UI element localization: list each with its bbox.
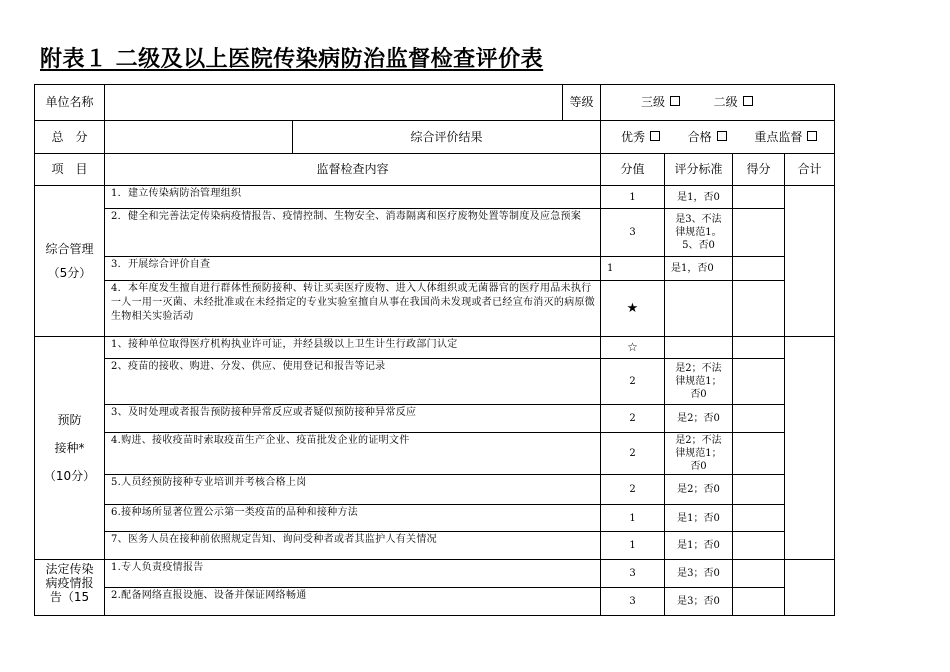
category-line: 法定传染	[45, 562, 94, 576]
col-header-item: 项 目	[35, 154, 105, 186]
score-standard: 是2；不法律规范1；否0	[665, 433, 733, 475]
table-row	[35, 359, 835, 405]
score-standard	[665, 281, 733, 337]
score-value: 1	[601, 186, 665, 209]
table-row	[35, 560, 835, 588]
page-title: 附表１ 二级及以上医院传染病防治监督检查评价表	[40, 46, 544, 72]
check-content: 2.配备网络直报设施、设备并保证网络畅通	[105, 588, 601, 616]
check-content: 3．开展综合评价自查	[105, 257, 601, 281]
table-row	[35, 433, 835, 475]
score-standard: 是3；否0	[665, 588, 733, 616]
table-row	[35, 505, 835, 532]
score-standard: 是2；不法律规范1；否0	[665, 359, 733, 405]
grade-checkbox-three[interactable]	[670, 96, 680, 106]
section-total-cell[interactable]	[785, 186, 835, 337]
category-line: 综合管理	[45, 242, 94, 256]
header-row-unit	[35, 85, 835, 121]
col-header-standard: 评分标准	[665, 154, 733, 186]
score-value: 3	[601, 560, 665, 588]
table-row	[35, 405, 835, 433]
category-cell	[35, 560, 105, 616]
got-score-cell[interactable]	[733, 337, 785, 359]
score-value: 1	[601, 505, 665, 532]
got-score-cell[interactable]	[733, 433, 785, 475]
result-option-label: 合格	[687, 129, 712, 144]
got-score-cell[interactable]	[733, 359, 785, 405]
col-header-got: 得分	[733, 154, 785, 186]
result-checkbox-key-supervision[interactable]	[807, 131, 817, 141]
check-content: 4.购进、接收疫苗时索取疫苗生产企业、疫苗批发企业的证明文件	[105, 433, 601, 475]
score-standard: 是1；否0	[665, 505, 733, 532]
table-row	[35, 588, 835, 616]
veto-star-outline-icon: ☆	[601, 337, 665, 359]
col-header-score: 分值	[601, 154, 665, 186]
got-score-cell[interactable]	[733, 209, 785, 257]
table-row	[35, 257, 835, 281]
inspection-table	[34, 84, 835, 616]
check-content: 1.专人负责疫情报告	[105, 560, 601, 588]
result-option-label: 优秀	[621, 129, 646, 144]
score-standard: 是3；否0	[665, 560, 733, 588]
result-options	[601, 121, 835, 154]
category-line: （5分）	[47, 266, 92, 280]
check-content: 1．建立传染病防治管理组织	[105, 186, 601, 209]
veto-star-icon: ★	[601, 281, 665, 337]
table-row	[35, 337, 835, 359]
result-option-label: 重点监督	[754, 129, 803, 144]
check-content: 2、疫苗的接收、购进、分发、供应、使用登记和报告等记录	[105, 359, 601, 405]
table-row	[35, 209, 835, 257]
category-line: 告（15	[49, 590, 90, 604]
result-checkbox-qualified[interactable]	[717, 131, 727, 141]
unit-label: 单位名称	[35, 85, 105, 121]
result-checkbox-excellent[interactable]	[650, 131, 660, 141]
section-total-cell[interactable]	[785, 560, 835, 616]
category-cell	[35, 186, 105, 337]
check-content: 6.接种场所显著位置公示第一类疫苗的品种和接种方法	[105, 505, 601, 532]
check-content: 5.人员经预防接种专业培训并考核合格上岗	[105, 475, 601, 505]
result-label: 综合评价结果	[293, 121, 601, 154]
check-content: 1、接种单位取得医疗机构执业许可证，并经县级以上卫生计生行政部门认定	[105, 337, 601, 359]
score-standard: 是2；否0	[665, 475, 733, 505]
total-value-cell[interactable]	[105, 121, 293, 154]
score-standard: 是1，否0	[665, 257, 733, 281]
score-value: 2	[601, 359, 665, 405]
table-row	[35, 281, 835, 337]
table-row	[35, 475, 835, 505]
category-line: 病疫情报	[45, 576, 94, 590]
score-value: 3	[601, 209, 665, 257]
check-content: 3、及时处理或者报告预防接种异常反应或者疑似预防接种异常反应	[105, 405, 601, 433]
check-content: 7、医务人员在接种前依照规定告知、询问受种者或者其监护人有关情况	[105, 532, 601, 560]
table-row	[35, 186, 835, 209]
category-line: （10分）	[43, 469, 96, 483]
total-label: 总 分	[35, 121, 105, 154]
score-value: 3	[601, 588, 665, 616]
got-score-cell[interactable]	[733, 532, 785, 560]
got-score-cell[interactable]	[733, 257, 785, 281]
got-score-cell[interactable]	[733, 588, 785, 616]
score-value: 1	[601, 257, 665, 281]
score-standard	[665, 337, 733, 359]
grade-option-label: 三级	[641, 95, 666, 109]
score-standard: 是2；否0	[665, 405, 733, 433]
category-line: 预防	[57, 413, 82, 427]
col-header-sum: 合计	[785, 154, 835, 186]
score-standard: 是1，否0	[665, 186, 733, 209]
got-score-cell[interactable]	[733, 186, 785, 209]
score-value: 1	[601, 532, 665, 560]
score-standard: 是1；否0	[665, 532, 733, 560]
score-value: 2	[601, 433, 665, 475]
grade-label: 等级	[563, 85, 601, 121]
section-total-cell[interactable]	[785, 337, 835, 560]
got-score-cell[interactable]	[733, 560, 785, 588]
grade-checkbox-two[interactable]	[743, 96, 753, 106]
score-value: 2	[601, 405, 665, 433]
grade-option-label: 二级	[713, 95, 738, 109]
got-score-cell[interactable]	[733, 475, 785, 505]
check-content: 4．本年度发生擅自进行群体性预防接种、转让买卖医疗废物、进入人体组织或无菌器官的医疗用品未执行一人一用一灭菌、未经批准或在未经指定的专业实验室擅自从事在我国尚未发现或者已经宣布消灭的病原微生物相关实验活动	[105, 281, 601, 337]
header-row-total	[35, 121, 835, 154]
got-score-cell[interactable]	[733, 505, 785, 532]
grade-options	[601, 85, 835, 121]
category-cell	[35, 337, 105, 560]
column-header-row	[35, 154, 835, 186]
got-score-cell[interactable]	[733, 281, 785, 337]
check-content: 2．健全和完善法定传染病疫情报告、疫情控制、生物安全、消毒隔离和医疗废物处置等制度及应急预案	[105, 209, 601, 257]
score-value: 2	[601, 475, 665, 505]
table-row	[35, 532, 835, 560]
unit-value-cell[interactable]	[105, 85, 563, 121]
category-line: 接种*	[54, 441, 85, 455]
got-score-cell[interactable]	[733, 405, 785, 433]
score-standard: 是3、不法律规范1。5、否0	[665, 209, 733, 257]
col-header-content: 监督检查内容	[105, 154, 601, 186]
